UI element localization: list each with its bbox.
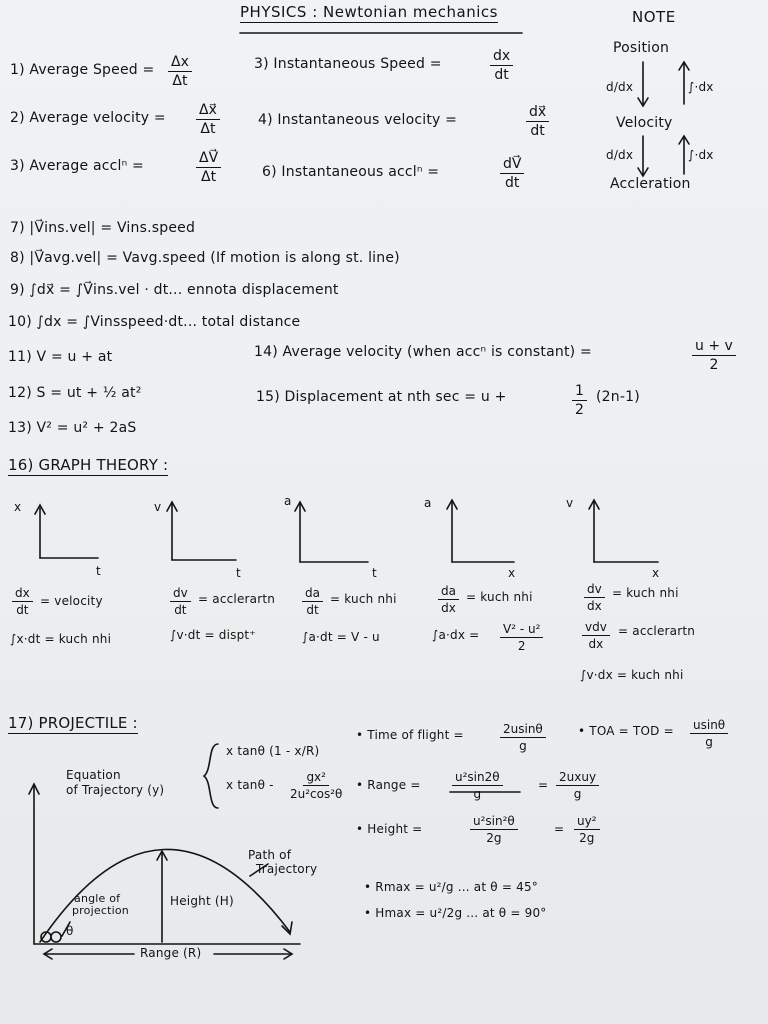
note-heading: NOTE: [632, 8, 676, 26]
rel-5-fraction: $\frac{dv}{dx}$: [584, 582, 605, 613]
rel-4-fraction: $\frac{da}{dx}$: [438, 584, 459, 615]
formula-12: 12) S = ut + ½ at²: [8, 385, 142, 401]
range-fraction-1: $\frac{\text{u²sin2θ}}{g}$: [452, 770, 503, 801]
rel-4-text: = kuch nhi: [466, 590, 533, 604]
rel-2-text: = acclerartn: [198, 592, 276, 606]
formula-3-fraction: $\frac{\Delta V⃗}{\Delta t}$: [196, 150, 221, 185]
range-formula-label: • Range =: [356, 778, 421, 792]
trajectory-eq-bottom: x tanθ -: [226, 778, 274, 792]
graph-4-axes: [447, 500, 514, 562]
path-label-2: Trajectory: [256, 862, 318, 876]
int-4-fraction: $\frac{\text{V² - u²}}{2}$: [500, 622, 543, 653]
rmax-formula: • Rmax = u²/g ... at θ = 45°: [364, 880, 538, 894]
note-position: Position: [613, 40, 670, 56]
range-eq-2: =: [538, 778, 549, 792]
formula-5-fraction: $\frac{dx⃗}{dt}$: [526, 104, 549, 139]
graph-2-y-label: v: [154, 500, 162, 514]
graph-2-x-label: t: [236, 566, 241, 580]
rel-1-text: = velocity: [40, 594, 103, 608]
graph-4-y-label: a: [424, 496, 432, 510]
note-acceleration: Accleration: [610, 176, 691, 192]
theta-label: θ: [66, 924, 74, 938]
trajectory-eq-label-2: of Trajectory (y): [66, 783, 165, 797]
graph-2-axes: [167, 502, 236, 560]
rel-1-fraction: $\frac{dx}{dt}$: [12, 586, 33, 617]
height-label: Height (H): [170, 894, 234, 908]
formula-6-fraction: $\frac{dV⃗}{dt}$: [500, 156, 524, 191]
formula-11: 11) V = u + at: [8, 349, 113, 365]
formula-8: 8) |V⃗avg.vel| = Vavg.speed (If motion is along st. line): [10, 250, 400, 266]
formula-4-label: 3) Instantaneous Speed =: [254, 56, 442, 72]
projectile-heading: 17) PROJECTILE :: [8, 714, 138, 732]
range-fraction-2: 2uxuy g: [556, 770, 599, 801]
note-derivative-1: d/dx: [606, 80, 634, 94]
range-label: Range (R): [140, 946, 202, 960]
formula-6-label: 6) Instantaneous acclⁿ =: [262, 164, 440, 180]
int-1: ∫x·dt = kuch nhi: [10, 632, 112, 646]
angle-label-2: projection: [72, 904, 129, 917]
graph-5-x-label: x: [652, 566, 660, 580]
graph-3-y-label: a: [284, 494, 292, 508]
formula-1-fraction: $\frac{\Delta x}{\Delta t}$: [168, 54, 192, 89]
int-2: ∫v·dt = dispt⁺: [170, 628, 256, 642]
note-velocity: Velocity: [616, 115, 673, 131]
int-3: ∫a·dt = V - u: [302, 630, 380, 644]
vdv-fraction: vdv dx: [582, 620, 610, 651]
hmax-formula: • Hmax = u²/2g ... at θ = 90°: [364, 906, 547, 920]
formula-10: 10) ∫dx = ∫Vinsspeed·dt... total distance: [8, 314, 301, 330]
toa-label: • TOA = TOD =: [578, 724, 674, 738]
angle-label-1: angle of: [74, 892, 121, 905]
height-fraction-2: $\frac{\text{uy²}}{2g}$: [574, 814, 600, 845]
formula-9: 9) ∫dx⃗ = ∫V⃗ins.vel · dt... ennota displacement: [10, 282, 339, 298]
rel-3-fraction: $\frac{da}{dt}$: [302, 586, 323, 617]
graph-1-y-label: x: [14, 500, 22, 514]
formula-2-label: 2) Average velocity =: [10, 110, 166, 126]
vdx-text: ∫v·dx = kuch nhi: [580, 668, 684, 682]
toa-fraction: $\frac{usin\theta}{g}$: [690, 718, 728, 749]
rel-3-text: = kuch nhi: [330, 592, 397, 606]
graph-3-x-label: t: [372, 566, 377, 580]
int-4: ∫a·dx =: [432, 628, 480, 642]
note-integral-2: ∫·dx: [688, 148, 714, 162]
projectile-body-2: [51, 932, 61, 942]
trajectory-curve: [40, 849, 290, 942]
page-title: PHYSICS : Newtonian mechanics: [240, 3, 498, 21]
angle-pointer: [62, 922, 70, 936]
note-integral-1: ∫·dx: [688, 80, 714, 94]
rel-2-fraction: $\frac{dv}{dt}$: [170, 586, 191, 617]
trajectory-brace: [204, 744, 218, 808]
tof-label: • Time of flight =: [356, 728, 464, 742]
graph-5-y-label: v: [566, 496, 574, 510]
formula-13: 13) V² = u² + 2aS: [8, 420, 137, 436]
formula-15-label: 15) Displacement at nth sec = u +: [256, 389, 507, 405]
formula-4-fraction: $\frac{dx}{dt}$: [490, 48, 513, 83]
formula-15-fraction: $\frac{1}{2}$: [572, 383, 587, 418]
graph-1-x-label: t: [96, 564, 101, 578]
height-formula-label: • Height =: [356, 822, 423, 836]
formula-3-label: 3) Average acclⁿ =: [10, 158, 144, 174]
formula-15-tail: (2n-1): [596, 389, 640, 405]
trajectory-eq-top: x tanθ (1 - x/R): [226, 744, 320, 758]
tof-fraction: $\frac{2usin\theta}{g}$: [500, 722, 546, 753]
formula-5-label: 4) Instantaneous velocity =: [258, 112, 458, 128]
path-pointer: [250, 864, 268, 876]
formula-1-label: 1) Average Speed =: [10, 62, 155, 78]
height-fraction-1: $\frac{\text{u²sin²θ}}{2g}$: [470, 814, 518, 845]
graph-5-axes: [589, 500, 658, 562]
graph-3-axes: [295, 502, 368, 562]
formula-2-fraction: $\frac{\Delta x⃗}{\Delta t}$: [196, 102, 220, 137]
graph-4-x-label: x: [508, 566, 516, 580]
formula-14-label: 14) Average velocity (when accⁿ is constant) =: [254, 344, 592, 360]
vdv-text: = acclerartn: [618, 624, 696, 638]
height-eq-2: =: [554, 822, 565, 836]
graph-theory-heading: 16) GRAPH THEORY :: [8, 456, 169, 474]
rel-5-text: = kuch nhi: [612, 586, 679, 600]
graph-1-axes: [35, 505, 98, 558]
trajectory-eq-label-1: Equation: [66, 768, 121, 782]
formula-7: 7) |V⃗ins.vel| = Vins.speed: [10, 220, 196, 236]
trajectory-eq-fraction: $\frac{\text{gx²}}{\text{2u²cos²θ}}$: [290, 770, 343, 801]
note-derivative-2: d/dx: [606, 148, 634, 162]
path-label-1: Path of: [248, 848, 292, 862]
formula-14-fraction: $\frac{u + v}{2}$: [692, 338, 736, 373]
